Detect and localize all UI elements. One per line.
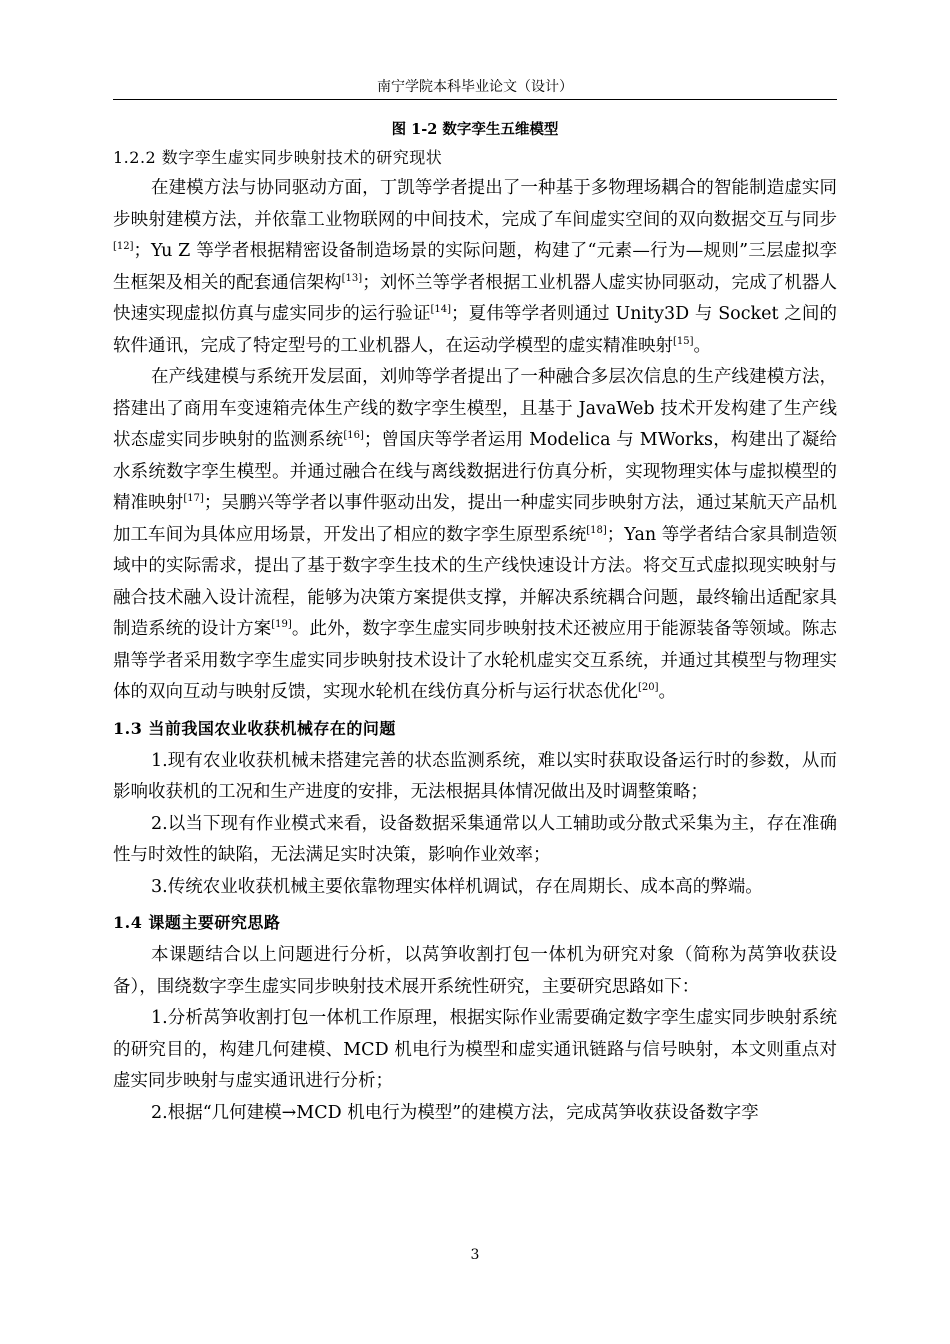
citation-20: [20] [638, 682, 659, 693]
problem-item-2: 2.以当下现有作业模式来看，设备数据采集通常以人工辅助或分散式采集为主，存在准确性与时效性的缺陷，无法满足实时决策，影响作业效率； [113, 813, 837, 865]
research-item-2: 2.根据“几何建模→MCD 机电行为模型”的建模方法，完成莴笋收获设备数字孪 [151, 1102, 759, 1123]
paragraph-modeling-methods: 在建模方法与协同驱动方面，丁凯等学者提出了一种基于多物理场耦合的智能制造虚实同步映射建模方法，并依靠工业物联网的中间技术，完成了车间虚实空间的双向数据交互与同步[12]；Yu Z 等学者根据精密设备制造场景的实际问题，构建了“元素—行为—规则”三层虚拟孪生框架及相关的配套通信架构[13]；刘怀兰等学者根据工业机器人虚实协同驱动，完成了机器人快速实现虚拟仿真与虚实同步的运行验证[14]；夏伟等学者则通过 Unity3D 与 Socket 之间的软件通讯，完成了特定型号的工业机器人，在运动学模型的虚实精准映射[15]。 [113, 178, 837, 356]
citation-19: [19] [271, 619, 292, 630]
research-item-1: 1.分析莴笋收割打包一体机工作原理，根据实际作业需要确定数字孪生虚实同步映射系统的研究目的，构建几何建模、MCD 机电行为模型和虚实通讯链路与信号映射，本文则重点对虚实同步映射与虚实通讯进行分析； [113, 1008, 837, 1091]
section-heading-1-4: 1.4 课题主要研究思路 [113, 913, 281, 932]
problem-item-3: 3.传统农业收获机械主要依靠物理实体样机调试，存在周期长、成本高的弊端。 [151, 876, 763, 897]
citation-16: [16] [343, 430, 364, 441]
paragraph-production-line: 在产线建模与系统开发层面，刘帅等学者提出了一种融合多层次信息的生产线建模方法，搭建出了商用车变速箱壳体生产线的数字孪生模型，且基于 JavaWeb 技术开发构建了生产线状态虚实同步映射的监测系统[16]；曾国庆等学者运用 Modelica 与 MWorks，构建出了凝给水系统数字孪生模型。并通过融合在线与离线数据进行仿真分析，实现物理实体与虚拟模型的精准映射[17]；吴鹏兴等学者以事件驱动出发，提出一种虚实同步映射方法，通过某航天产品机加工车间为具体应用场景，开发出了相应的数字孪生原型系统[18]；Yan 等学者结合家具制造领域中的实际需求，提出了基于数字孪生技术的生产线快速设计方法。将交互式虚拟现实映射与融合技术融入设计流程，能够为决策方案提供支撑，并解决系统耦合问题，最终输出适配家具制造系统的设计方案[19]。此外，数字孪生虚实同步映射技术还被应用于能源装备等领域。陈志鼎等学者采用数字孪生虚实同步映射技术设计了水轮机虚实交互系统，并通过其模型与物理实体的双向互动与映射反馈，实现水轮机在线仿真分析与运行状态优化[20]。 [113, 367, 838, 702]
page-number: 3 [470, 1247, 480, 1263]
citation-18: [18] [586, 524, 607, 536]
research-intro: 本课题结合以上问题进行分析，以莴笋收割打包一体机为研究对象（简称为莴笋收获设备），围绕数字孪生虚实同步映射技术展开系统性研究，主要研究思路如下： [113, 945, 837, 997]
page-header: 南宁学院本科毕业论文（设计） [377, 79, 573, 95]
citation-17: [17] [183, 493, 204, 504]
figure-caption: 图 1-2 数字孪生五维模型 [391, 121, 559, 138]
citation-15: [15] [673, 335, 694, 347]
section-heading-1-2-2: 1.2.2 数字孪生虚实同步映射技术的研究现状 [113, 148, 443, 167]
header-rule [113, 99, 837, 100]
citation-12: [12] [113, 241, 134, 252]
section-heading-1-3: 1.3 当前我国农业收获机械存在的问题 [113, 718, 396, 738]
page-body [113, 118, 837, 1129]
citation-13: [13] [341, 272, 363, 284]
problem-item-1: 1.现有农业收获机械未搭建完善的状态监测系统，难以实时获取设备运行时的参数，从而影响收获机的工况和生产进度的安排，无法根据具体情况做出及时调整策略； [113, 750, 837, 802]
citation-14: [14] [430, 304, 452, 315]
